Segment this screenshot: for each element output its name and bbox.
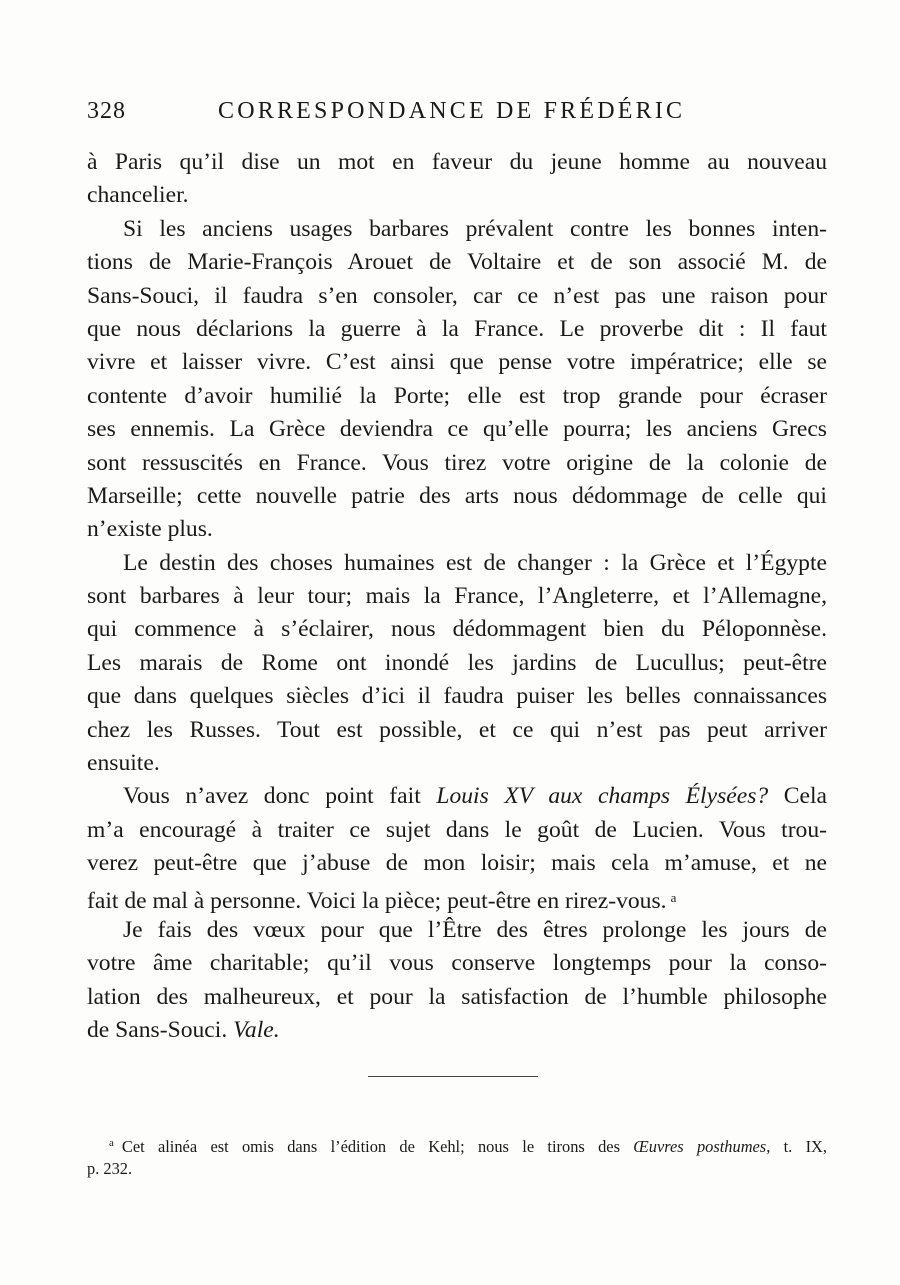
text-line: chancelier. (87, 182, 189, 209)
paragraph (87, 914, 827, 1048)
text-line: Si les anciens usages barbares prévalent contre les bonnes inten- (123, 215, 827, 242)
italic-title: Œuvres posthumes (633, 1137, 767, 1156)
text-run: Cet alinéa est omis dans l’édition de Kehl; nous le tirons des (121, 1137, 634, 1156)
footnote (87, 1130, 827, 1182)
text-run: fait de mal à personne. Voici la pièce; peut-être en rirez-vous. (87, 887, 667, 914)
paragraph (87, 547, 827, 781)
footnote-mark: a (109, 1137, 114, 1149)
text-line: m’a encouragé à traiter ce sujet dans le goût de Lucien. Vous trou- (87, 816, 827, 843)
text-line: Sans-Souci, il faudra s’en consoler, car ce n’est pas une raison pour (87, 282, 827, 309)
italic-vale: Vale. (233, 1017, 280, 1044)
text-run: Vous n’avez donc point fait (123, 783, 437, 810)
text-line: Le destin des choses humaines est de changer : la Grèce et l’Égypte (123, 549, 827, 576)
text-line: Marseille; cette nouvelle patrie des arts nous dédommage de celle qui (87, 482, 827, 509)
text-line: ses ennemis. La Grèce deviendra ce qu’elle pourra; les anciens Grecs (87, 416, 827, 443)
text-line: à Paris qu’il dise un mot en faveur du jeune homme au nouveau (87, 149, 827, 175)
text-line: Je fais des vœux pour que l’Être des êtres prolonge les jours de (123, 916, 827, 943)
text-line: que dans quelques siècles d’ici il faudra puiser les belles connaissances (87, 683, 827, 710)
text-line: tions de Marie-François Arouet de Voltaire et de son associé M. de (87, 249, 827, 276)
text-line: contente d’avoir humilié la Porte; elle est trop grande pour écraser (87, 382, 827, 409)
text-line (87, 780, 827, 813)
text-line: vivre et laisser vivre. C’est ainsi que pense votre impératrice; elle se (87, 349, 827, 376)
footnote-separator (368, 1076, 538, 1077)
running-title: CORRESPONDANCE DE FRÉDÉRIC (218, 98, 686, 124)
text-line: lation des malheureux, et pour la satisfaction de l’humble philosophe (87, 983, 827, 1010)
text-line: sont ressuscités en France. Vous tirez votre origine de la colonie de (87, 449, 827, 476)
text-line: Les marais de Rome ont inondé les jardins de Lucullus; peut-être (87, 649, 827, 676)
text-line: votre âme charitable; qu’il vous conserve longtemps pour la conso- (87, 950, 827, 977)
page-header (87, 98, 827, 132)
text-run: Cela (768, 783, 828, 810)
italic-title: Louis XV aux champs Élysées? (436, 783, 769, 810)
paragraph (87, 780, 827, 914)
footnote-reference: a (670, 889, 677, 905)
text-line: chez les Russes. Tout est possible, et ce qui n’est pas peut arriver (87, 716, 827, 743)
footnote-line (87, 1130, 827, 1156)
paragraph (87, 213, 827, 547)
body-text (87, 146, 827, 1048)
text-line: verez peut-être que j’abuse de mon loisir; mais cela m’amuse, et ne (87, 850, 827, 877)
text-line: qui commence à s’éclairer, nous dédommagent bien du Péloponnèse. (87, 616, 827, 643)
text-line (87, 1014, 827, 1047)
footnote-line: p. 232. (87, 1159, 133, 1178)
paragraph-continuation (87, 146, 827, 213)
text-run: , t. IX, (766, 1137, 827, 1156)
text-line: que nous déclarions la guerre à la France. Le proverbe dit : Il faut (87, 315, 827, 342)
text-line: sont barbares à leur tour; mais la France, l’Angleterre, et l’Allemagne, (87, 583, 827, 610)
text-line: n’existe plus. (87, 516, 213, 543)
text-line (87, 881, 827, 914)
text-run: de Sans-Souci. (87, 1017, 234, 1044)
page-number: 328 (87, 98, 126, 124)
text-line: ensuite. (87, 750, 160, 777)
